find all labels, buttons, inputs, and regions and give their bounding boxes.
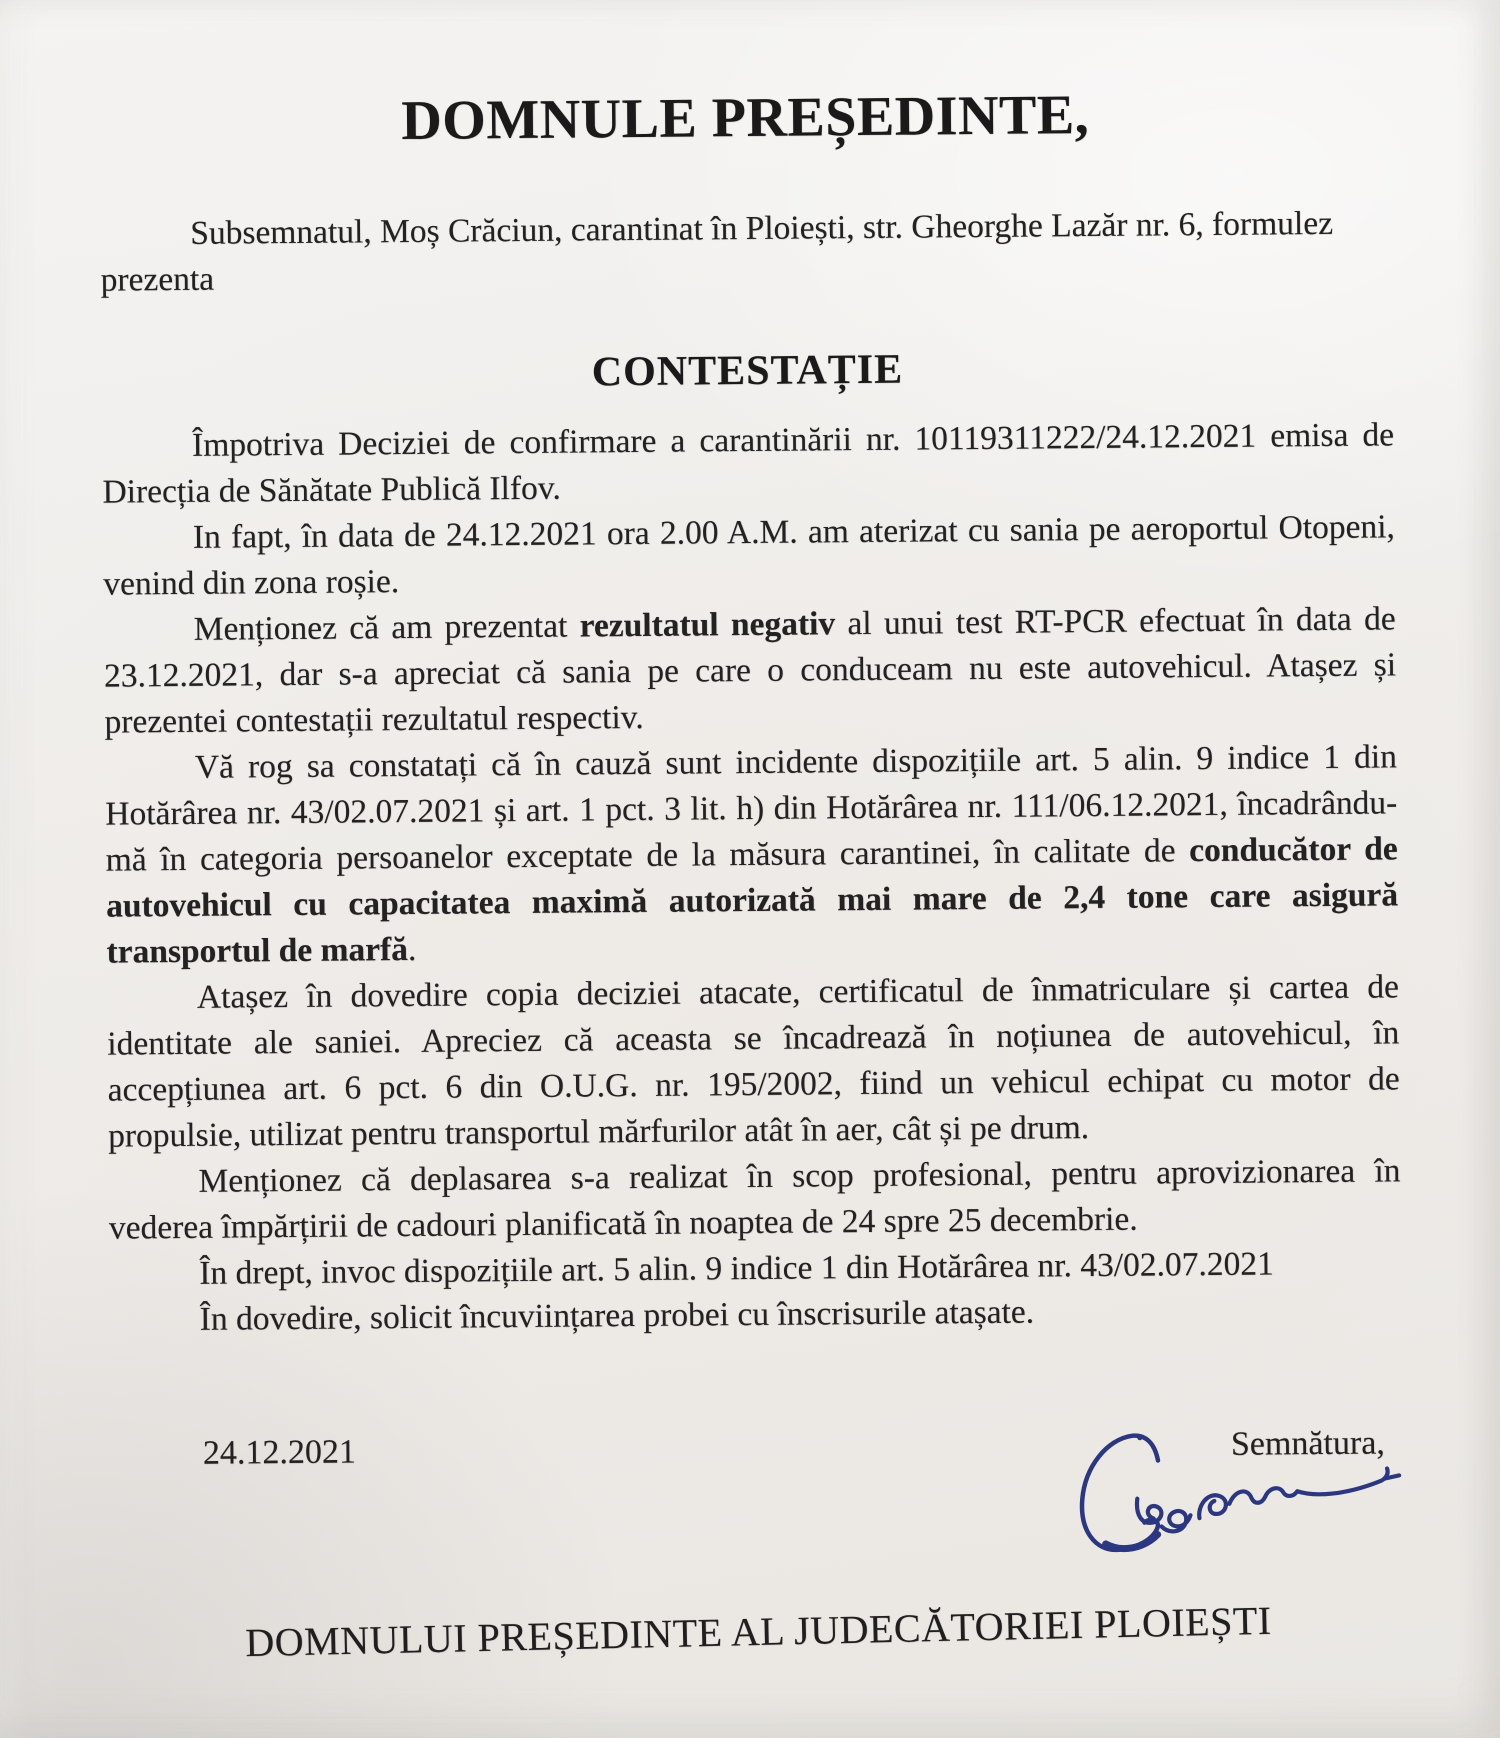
signature-label: Semnătura,: [1230, 1424, 1385, 1463]
addressee-line: DOMNULUI PREȘEDINTE AL JUDECĂTORIEI PLOIEȘTI: [244, 1597, 1273, 1666]
paragraph-run: Vă rog sa constatați că în cauză sunt incidente dispozițiile art. 5 alin. 9 indice 1 din Hotărârea nr. 43/02.07.2021 și art. 1 pct. 3 lit. h) din Hotărârea nr. 111/06.12.2021, încadrându-mă în categoria persoanelor exceptate de la măsura carantinei, în calitate de: [105, 738, 1398, 879]
paragraph-run: Menționez că am prezentat: [193, 607, 580, 648]
section-heading: CONTESTAȚIE: [591, 346, 904, 396]
body-paragraph: In fapt, în data de 24.12.2021 ora 2.00 A.M. am aterizat cu sania pe aeroportul Otopeni, venind din zona roșie.: [103, 508, 1396, 603]
body-paragraph: Atașez în dovedire copia deciziei atacate, certificatul de înmatriculare și cartea de identitate ale saniei. Apreciez că aceasta se încadrează în noțiunea de autovehicul, în accepțiunea art. 6 pct. 6 din O.U.G. nr. 195/2002, fiind un vehicul echipat cu motor de propulsie, utilizat pentru transportul mărfurilor atât în aer, cât și pe drum.: [107, 968, 1400, 1155]
document-date: 24.12.2021: [202, 1433, 357, 1472]
paragraph-run: al unui test RT-PCR efectuat în data de 23.12.2021, dar s-a apreciat că sania pe care o conduceam nu este autovehicul. Atașez și prezentei contestații rezultatul respectiv.: [103, 600, 1397, 741]
document-title: DOMNULE PREȘEDINTE,: [401, 84, 1090, 153]
paragraph-run-bold: rezultatul negativ: [579, 605, 836, 645]
body-paragraph: [105, 734, 1399, 975]
signature-scrawl-icon: [1049, 1424, 1402, 1579]
body-paragraph: În drept, invoc dispozițiile art. 5 alin. 9 indice 1 din Hotărârea nr. 43/02.07.2021: [199, 1245, 1274, 1292]
signature-block: [111, 1420, 1403, 1477]
intro-paragraph: Subsemnatul, Moș Crăciun, carantinat în Ploiești, str. Gheorghe Lazăr nr. 6, formulez prezenta: [100, 204, 1334, 299]
body-paragraph: [103, 596, 1396, 745]
body-paragraph: Împotriva Deciziei de confirmare a carantinării nr. 10119311222/24.12.2021 emisa de Direcția de Sănătate Publică Ilfov.: [102, 416, 1395, 511]
paragraph-run: .: [407, 930, 417, 968]
paragraph-run-bold: conducător de autovehicul cu capacitatea maximă autorizată mai mare de 2,4 tone care asigură transportul de marfă: [105, 830, 1399, 971]
body-paragraph: Menționez că deplasarea s-a realizat în scop profesional, pentru aprovizionarea în vederea împărțirii de cadouri planificată în noaptea de 24 spre 25 decembrie.: [108, 1152, 1401, 1247]
body-paragraph: În dovedire, solicit încuviințarea probei cu înscrisurile atașate.: [199, 1293, 1035, 1338]
document-body: [102, 412, 1402, 1343]
